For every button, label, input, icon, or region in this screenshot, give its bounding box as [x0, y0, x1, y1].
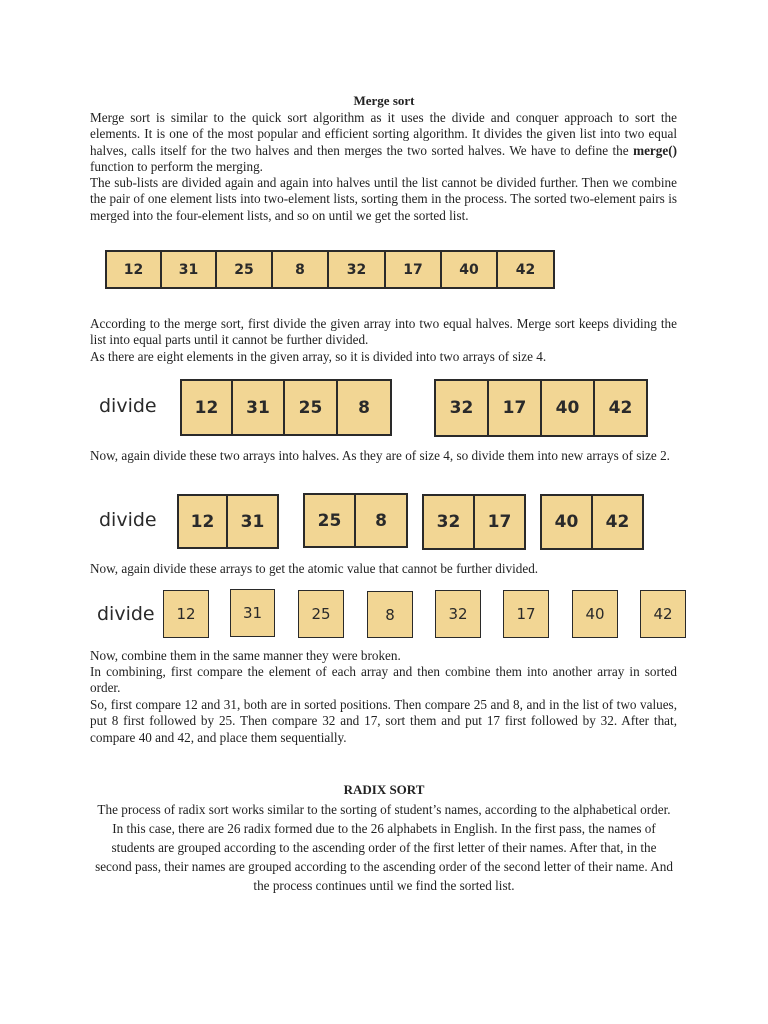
eight-elements-paragraph: As there are eight elements in the given array, so it is divided into two arrays of size 4. — [90, 349, 547, 364]
merge-sublists-paragraph: The sub-lists are divided again and again into halves until the list cannot be divided further. Then we combine the pair of one element lists into two-element lists, sorting them in the process. The sorted two-element pairs is merged into the four-element lists, and so on until we get the sorted list. — [90, 175, 677, 223]
merge-intro-paragraph — [90, 110, 677, 176]
array-cell: 32 — [329, 250, 386, 289]
single-element-box: 42 — [640, 590, 686, 638]
array-cell: 17 — [386, 250, 442, 289]
single-element-box: 8 — [367, 591, 413, 638]
merge-sort-title: Merge sort — [353, 93, 415, 108]
quarter-array-1 — [177, 494, 279, 549]
quarter-array-3 — [422, 494, 526, 550]
array-cell: 42 — [595, 379, 648, 437]
array-cell: 8 — [338, 379, 392, 436]
combine-paragraph: Now, combine them in the same manner they were broken. — [90, 648, 401, 663]
merge-function-name: merge() — [633, 142, 677, 158]
array-cell: 40 — [542, 379, 595, 437]
array-cell: 31 — [162, 250, 217, 289]
radix-paragraph: The process of radix sort works similar to the sorting of student’s names, according to the alphabetical order. In this case, there are 26 radix formed due to the 26 alphabets in English. In the first pass, the names of students are grouped according to the ascending order of the first letter of their names. After that, in the second pass, their names are grouped according to the ascending order of the second letter of their name. And the process continues until we find the sorted list. — [95, 802, 673, 893]
array-cell: 17 — [475, 494, 526, 550]
merge-intro-text-end: function to perform the merging. — [90, 159, 263, 175]
size-two-paragraph: Now, again divide these two arrays into halves. As they are of size 4, so divide them into new arrays of size 2. — [90, 448, 670, 463]
right-half-array — [434, 379, 648, 437]
single-element-box: 12 — [163, 590, 209, 638]
radix-sort-title: RADIX SORT — [343, 782, 425, 797]
compare-paragraph: So, first compare 12 and 31, both are in sorted positions. Then compare 25 and 8, and in the list of two values, put 8 first followed by 25. Then compare 32 and 17, sort them and put 17 first followed by 32. After that, compare 40 and 42, and place them sequentially. — [90, 697, 677, 745]
array-cell: 17 — [489, 379, 542, 437]
array-cell: 12 — [180, 379, 233, 436]
array-cell: 40 — [540, 494, 593, 550]
divide-label: divide — [97, 603, 155, 625]
array-cell: 42 — [593, 494, 644, 550]
array-cell: 32 — [434, 379, 489, 437]
divide-halves-paragraph: According to the merge sort, first divide the given array into two equal halves. Merge sort keeps dividing the list into equal parts until it cannot be further divided. — [90, 316, 677, 348]
divide-label: divide — [99, 395, 157, 417]
array-cell: 42 — [498, 250, 555, 289]
full-array — [105, 250, 555, 289]
array-cell: 31 — [228, 494, 279, 549]
array-cell: 12 — [177, 494, 228, 549]
single-element-box: 17 — [503, 590, 549, 638]
array-cell: 25 — [303, 493, 356, 548]
array-cell: 32 — [422, 494, 475, 550]
single-element-box: 32 — [435, 590, 481, 638]
array-cell: 31 — [233, 379, 285, 436]
array-cell: 8 — [356, 493, 408, 548]
array-cell: 12 — [105, 250, 162, 289]
single-element-box: 31 — [230, 589, 275, 637]
array-cell: 40 — [442, 250, 498, 289]
merge-intro-text: Merge sort is similar to the quick sort algorithm as it uses the divide and conquer approach to sort the elements. It is one of the most popular and efficient sorting algorithm. It divides the given list into two equal halves, calls itself for the two halves and then merges the two sorted halves. We have to define the — [90, 110, 677, 158]
array-cell: 25 — [217, 250, 273, 289]
left-half-array — [180, 379, 392, 436]
single-element-box: 40 — [572, 590, 618, 638]
atomic-values-paragraph: Now, again divide these arrays to get the atomic value that cannot be further divided. — [90, 561, 539, 576]
single-element-box: 25 — [298, 590, 344, 638]
quarter-array-2 — [303, 493, 408, 548]
array-cell: 8 — [273, 250, 329, 289]
quarter-array-4 — [540, 494, 644, 550]
array-cell: 25 — [285, 379, 338, 436]
combining-paragraph: In combining, first compare the element of each array and then combine them into another array in sorted order. — [90, 664, 677, 696]
divide-label: divide — [99, 509, 157, 531]
